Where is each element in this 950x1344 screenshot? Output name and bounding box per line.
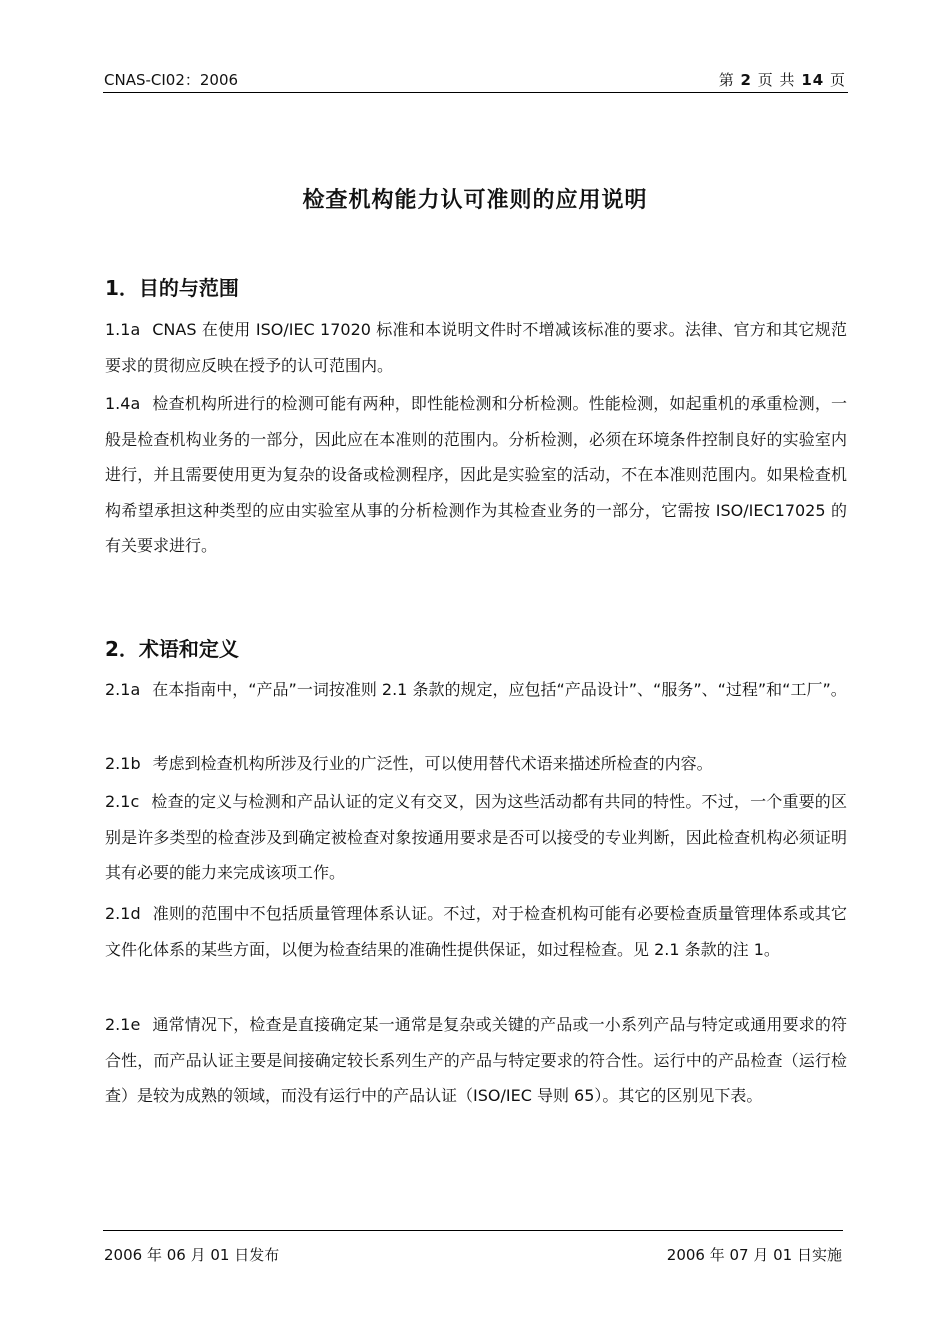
page-suffix: 页 [829,71,846,89]
document-title: 检查机构能力认可准则的应用说明 [302,188,648,213]
section-heading: 1．目的与范围 [105,276,239,300]
paragraph-number: 2.1d [105,904,141,923]
issue-date: 2006 年 06 月 01 日发布 [104,1246,280,1264]
paragraph-text: 准则的范围中不包括质量管理体系认证。不过，对于检查机构可能有必要检查质量管理体系或其它文件化体系的某些方面，以便为检查结果的准确性提供保证，如过程检查。见 2.1 条款的注 1。 [105,904,847,959]
paragraph [105,672,847,708]
paragraph [105,896,847,967]
document-code: CNAS-CI02：2006 [104,71,239,89]
paragraph-number: 2.1e [105,1015,141,1034]
paragraph-text: 通常情况下，检查是直接确定某一通常是复杂或关键的产品或一小系列产品与特定或通用要求的符合性，而产品认证主要是间接确定较长系列生产的产品与特定要求的符合性。运行中的产品检查（运行检查）是较为成熟的领域，而没有运行中的产品认证（ISO/IEC 导则 65）。其它的区别见下表。 [105,1015,847,1105]
page-number: 2 [740,71,752,89]
header-rule [103,92,848,93]
paragraph-number: 2.1b [105,754,141,773]
paragraph-text: 检查的定义与检测和产品认证的定义有交叉，因为这些活动都有共同的特性。不过，一个重要的区别是许多类型的检查涉及到确定被检查对象按通用要求是否可以接受的专业判断，因此检查机构必须证明其有必要的能力来完成该项工作。 [105,792,847,882]
paragraph-text: CNAS 在使用 ISO/IEC 17020 标准和本说明文件时不增减该标准的要求。法律、官方和其它规范要求的贯彻应反映在授予的认可范围内。 [105,320,847,375]
paragraph-number: 2.1c [105,792,140,811]
page-indicator [719,69,846,90]
paragraph [105,746,847,782]
paragraph [105,784,847,891]
section-heading: 2．术语和定义 [105,637,239,661]
paragraph [105,312,847,383]
paragraph [105,1007,847,1114]
paragraph-text: 考虑到检查机构所涉及行业的广泛性，可以使用替代术语来描述所检查的内容。 [152,754,713,773]
paragraph-number: 1.4a [105,394,141,413]
paragraph-number: 1.1a [105,320,141,339]
paragraph-text: 检查机构所进行的检测可能有两种，即性能检测和分析检测。性能检测，如起重机的承重检测，一般是检查机构业务的一部分，因此应在本准则的范围内。分析检测，必须在环境条件控制良好的实验室内进行，并且需要使用更为复杂的设备或检测程序，因此是实验室的活动，不在本准则范围内。如果检查机构希望承担这种类型的应由实验室从事的分析检测作为其检查业务的一部分，它需按 ISO/IEC17025 的有关要求进行。 [105,394,847,555]
footer-rule [103,1230,843,1231]
page-total: 14 [801,71,825,89]
paragraph-number: 2.1a [105,680,141,699]
paragraph-text: 在本指南中，“产品”一词按准则 2.1 条款的规定，应包括“产品设计”、“服务”、“过程”和“工厂”。 [152,680,847,699]
paragraph [105,386,847,564]
page-prefix: 第 [718,71,735,89]
page-mid: 页 共 [757,71,796,89]
effective-date: 2006 年 07 月 01 日实施 [666,1246,842,1264]
